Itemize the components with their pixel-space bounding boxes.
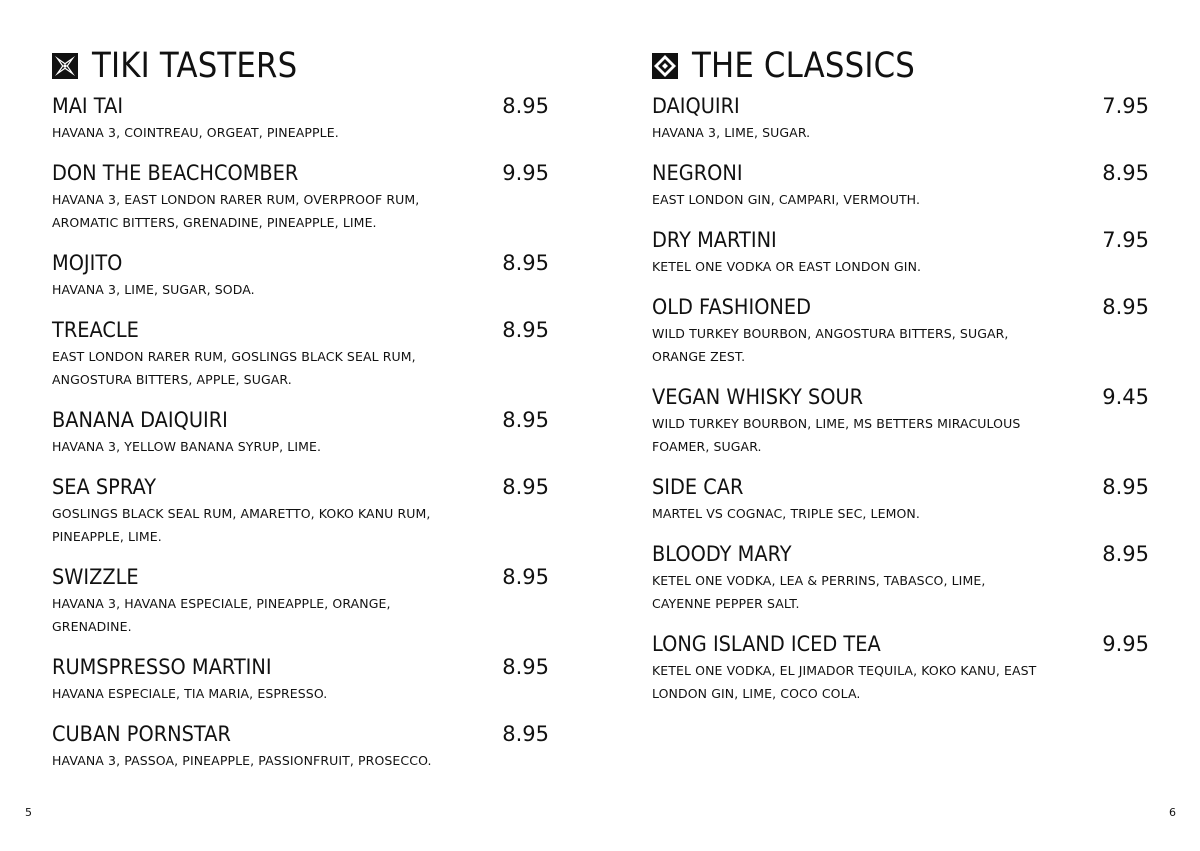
menu-item-row — [652, 383, 1149, 412]
drink-name: TREACLE — [52, 318, 139, 343]
drink-price: 8.95 — [1102, 161, 1149, 185]
drink-price: 8.95 — [502, 318, 549, 342]
menu-item — [652, 383, 1149, 458]
menu-item — [652, 473, 1149, 525]
drink-price: 8.95 — [502, 475, 549, 499]
menu-item-row — [652, 159, 1149, 188]
drink-price: 8.95 — [502, 94, 549, 118]
drink-price: 7.95 — [1102, 228, 1149, 252]
section-header — [652, 44, 1149, 88]
the-classics-section — [652, 44, 1149, 720]
menu-item-row — [52, 406, 549, 435]
menu-list — [652, 92, 1149, 705]
drink-ingredients: HAVANA ESPECIALE, TIA MARIA, ESPRESSO. — [52, 686, 328, 701]
menu-item-row — [52, 249, 549, 278]
drink-ingredients: HAVANA 3, LIME, SUGAR. — [652, 125, 811, 140]
drink-ingredients: EAST LONDON GIN, CAMPARI, VERMOUTH. — [652, 192, 921, 207]
drink-name: DON THE BEACHCOMBER — [52, 161, 299, 186]
menu-item-row — [652, 92, 1149, 121]
menu-item — [52, 720, 549, 772]
drink-ingredients: HAVANA 3, PASSOA, PINEAPPLE, PASSIONFRUIT, PROSECCO. — [52, 753, 432, 768]
menu-item — [52, 563, 549, 638]
drink-name: SEA SPRAY — [52, 475, 157, 500]
menu-item — [652, 293, 1149, 368]
drink-price: 8.95 — [502, 722, 549, 746]
drink-ingredients: GOSLINGS BLACK SEAL RUM, AMARETTO, KOKO KANU RUM, PINEAPPLE, LIME. — [52, 506, 431, 544]
tiki-mask-icon — [52, 53, 78, 79]
tiki-tasters-section — [52, 44, 549, 787]
drink-name: SWIZZLE — [52, 565, 139, 590]
drink-name: BLOODY MARY — [652, 542, 792, 567]
drink-name: OLD FASHIONED — [652, 295, 812, 320]
drink-price: 8.95 — [1102, 475, 1149, 499]
drink-ingredients: KETEL ONE VODKA, EL JIMADOR TEQUILA, KOKO KANU, EAST LONDON GIN, LIME, COCO COLA. — [652, 663, 1037, 701]
drink-name: BANANA DAIQUIRI — [52, 408, 228, 433]
drink-ingredients: HAVANA 3, HAVANA ESPECIALE, PINEAPPLE, ORANGE, GRENADINE. — [52, 596, 391, 634]
section-title: THE CLASSICS — [692, 46, 916, 86]
drink-name: RUMSPRESSO MARTINI — [52, 655, 272, 680]
drink-ingredients: EAST LONDON RARER RUM, GOSLINGS BLACK SEAL RUM, ANGOSTURA BITTERS, APPLE, SUGAR. — [52, 349, 416, 387]
menu-item — [652, 92, 1149, 144]
menu-item — [652, 540, 1149, 615]
menu-item-row — [652, 540, 1149, 569]
drink-price: 8.95 — [502, 655, 549, 679]
drink-name: DAIQUIRI — [652, 94, 740, 119]
menu-item — [52, 249, 549, 301]
menu-item-row — [652, 473, 1149, 502]
drink-ingredients: HAVANA 3, YELLOW BANANA SYRUP, LIME. — [52, 439, 322, 454]
drink-price: 7.95 — [1102, 94, 1149, 118]
drink-ingredients: HAVANA 3, LIME, SUGAR, SODA. — [52, 282, 255, 297]
menu-item — [52, 473, 549, 548]
menu-item — [652, 159, 1149, 211]
menu-item-row — [652, 293, 1149, 322]
drink-price: 9.95 — [502, 161, 549, 185]
menu-item — [52, 316, 549, 391]
menu-item — [52, 92, 549, 144]
drink-ingredients: WILD TURKEY BOURBON, ANGOSTURA BITTERS, SUGAR, ORANGE ZEST. — [652, 326, 1009, 364]
menu-list — [52, 92, 549, 772]
drink-price: 8.95 — [1102, 295, 1149, 319]
drink-ingredients: HAVANA 3, EAST LONDON RARER RUM, OVERPROOF RUM, AROMATIC BITTERS, GRENADINE, PINEAPPLE, LIME. — [52, 192, 420, 230]
drink-name: MOJITO — [52, 251, 123, 276]
drink-price: 9.45 — [1102, 385, 1149, 409]
menu-item-row — [52, 563, 549, 592]
menu-item-row — [652, 630, 1149, 659]
drink-name: CUBAN PORNSTAR — [52, 722, 231, 747]
menu-item — [652, 226, 1149, 278]
page-number: 5 — [25, 806, 32, 819]
menu-item — [52, 159, 549, 234]
page-number: 6 — [1169, 806, 1176, 819]
menu-item-row — [52, 316, 549, 345]
menu-item-row — [52, 653, 549, 682]
drink-ingredients: KETEL ONE VODKA OR EAST LONDON GIN. — [652, 259, 922, 274]
drink-name: LONG ISLAND ICED TEA — [652, 632, 881, 657]
drink-name: DRY MARTINI — [652, 228, 777, 253]
drink-ingredients: WILD TURKEY BOURBON, LIME, MS BETTERS MIRACULOUS FOAMER, SUGAR. — [652, 416, 1021, 454]
menu-item-row — [52, 473, 549, 502]
menu-item — [52, 406, 549, 458]
menu-item-row — [52, 720, 549, 749]
section-header — [52, 44, 549, 88]
menu-item-row — [52, 159, 549, 188]
menu-item — [52, 653, 549, 705]
drink-name: VEGAN WHISKY SOUR — [652, 385, 864, 410]
drink-price: 8.95 — [1102, 542, 1149, 566]
menu-item — [652, 630, 1149, 705]
drink-name: NEGRONI — [652, 161, 743, 186]
drink-price: 9.95 — [1102, 632, 1149, 656]
drink-price: 8.95 — [502, 251, 549, 275]
drink-ingredients: KETEL ONE VODKA, LEA & PERRINS, TABASCO, LIME, CAYENNE PEPPER SALT. — [652, 573, 986, 611]
drink-price: 8.95 — [502, 408, 549, 432]
menu-item-row — [52, 92, 549, 121]
drink-ingredients: MARTEL VS COGNAC, TRIPLE SEC, LEMON. — [652, 506, 920, 521]
menu-item-row — [652, 226, 1149, 255]
drink-name: MAI TAI — [52, 94, 124, 119]
drink-price: 8.95 — [502, 565, 549, 589]
diamond-emblem-icon — [652, 53, 678, 79]
drink-name: SIDE CAR — [652, 475, 744, 500]
drink-ingredients: HAVANA 3, COINTREAU, ORGEAT, PINEAPPLE. — [52, 125, 339, 140]
section-title: TIKI TASTERS — [92, 46, 298, 86]
